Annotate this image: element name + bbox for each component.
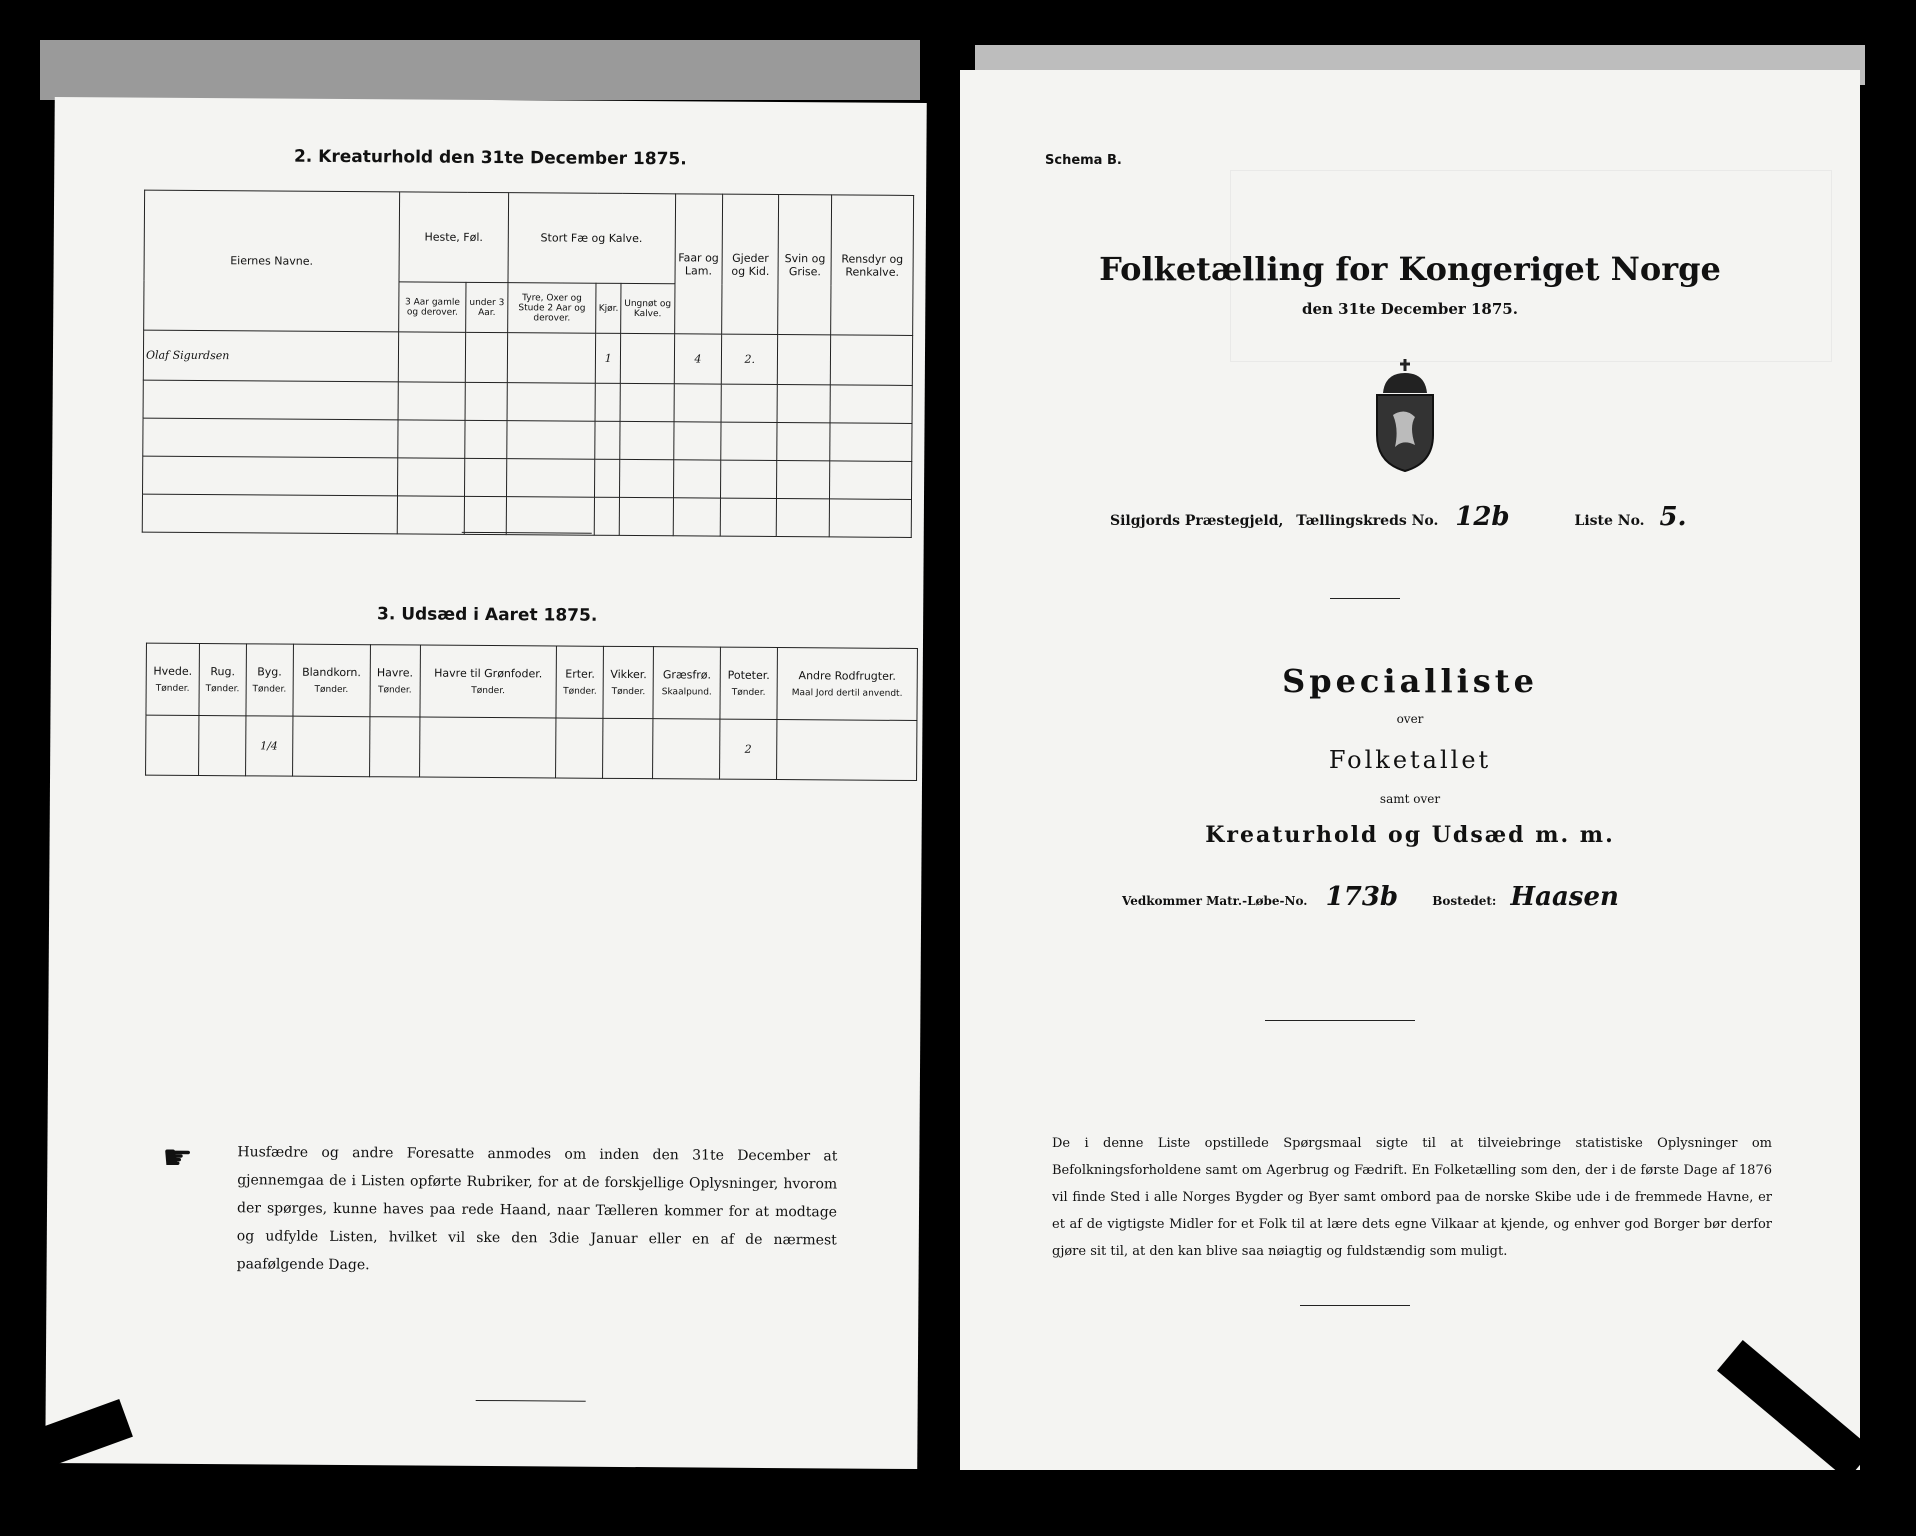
- sowing-col-unit: Maal Jord dertil anvendt.: [791, 688, 903, 699]
- list-label: Liste No.: [1574, 513, 1645, 529]
- table-row: [146, 715, 917, 780]
- sowing-col-unit: Tønder.: [563, 686, 597, 697]
- sowing-col-header: [420, 645, 557, 718]
- sowing-col-label: Havre til Grønfoder.: [434, 666, 543, 681]
- sowing-col-header: [720, 647, 778, 719]
- sowing-value: [369, 717, 419, 777]
- table-row: [143, 330, 912, 385]
- left-page: [45, 97, 927, 1469]
- sowing-col-header: [603, 646, 654, 718]
- sowing-col-header: [777, 648, 917, 721]
- district-number: 12b: [1455, 502, 1510, 532]
- sowing-value: 1/4: [245, 716, 292, 776]
- section2-title: 2. Kreaturhold den 31te December 1875.: [293, 146, 687, 170]
- bosted-label: Bostedet:: [1432, 894, 1497, 908]
- sowing-col-header: [293, 644, 371, 717]
- col-reindeer: Rensdyr og Renkalve.: [831, 195, 914, 336]
- sowing-col-unit: Tønder.: [731, 687, 766, 698]
- livestock-table: [142, 190, 914, 538]
- main-title: Folketælling for Kongeriget Norge: [1099, 250, 1721, 288]
- col-pigs: Svin og Grise.: [778, 195, 832, 335]
- district-line: [1110, 502, 1810, 532]
- sowing-value: [556, 718, 603, 778]
- value-horses-young: [466, 332, 508, 382]
- sowing-col-unit: Tønder.: [205, 684, 240, 695]
- sowing-col-header: [370, 645, 420, 717]
- info-paragraph: De i denne Liste opstillede Spørgsmaal sigte til at tilveiebringe statistiske Oplysninger om Befolkningsforholdene samt om Agerbrug og Fædrift. En Folketælling som den, der i de første Dage af 1876 vil finde Sted i alle Norges Bygder og Byer samt ombord paa de norske Skibe ude i de fremmede Havne, er et af de vigtigste Midler for et Folk til at lære dets egne Vilkaar at kjende, og enhver god Borger bør derfor gjøre sit til, at den kan blive saa nøiagtig og fuldstændig som muligt.: [1052, 1136, 1772, 1259]
- sowing-col-header: [146, 643, 199, 715]
- col-sheep: Faar og Lam.: [674, 194, 723, 334]
- sowing-col-label: Havre.: [376, 666, 414, 680]
- schema-label: Schema B.: [1045, 153, 1122, 168]
- list-number: 5.: [1659, 502, 1687, 532]
- sowing-col-header: [246, 644, 293, 716]
- pointing-hand-icon: ☛: [162, 1137, 193, 1178]
- col-bulls: Tyre, Oxer og Stude 2 Aar og derover.: [507, 283, 596, 334]
- section3-title: 3. Udsæd i Aaret 1875.: [376, 604, 598, 626]
- sowing-value: [146, 715, 199, 775]
- right-page: [960, 70, 1860, 1470]
- sowing-col-label: Erter.: [565, 667, 595, 681]
- district-label: Tællingskreds No.: [1296, 513, 1439, 529]
- bosted-value: Haasen: [1510, 882, 1619, 912]
- sowing-col-unit: Tønder.: [155, 683, 190, 694]
- notice-text: Husfædre og andre Foresatte anmodes om inden den 31te December at gjennemgaa de i Listen opførte Rubriker, for at de forskjellige Oplysninger, hvorom der spørges, kunne haves paa rede Haand, naar Tælleren kommer for at modtage og udfylde Listen, hvilket vil ske den 3die Januar eller en af de nærmest paafølgende Dage.: [236, 1144, 838, 1274]
- parish-label: Silgjords Præstegjeld,: [1110, 513, 1284, 529]
- value-young-cattle: [620, 333, 674, 383]
- col-young-cattle: Ungnøt og Kalve.: [621, 283, 675, 333]
- sowing-col-unit: Skaalpund.: [661, 687, 712, 698]
- value-bulls: [507, 333, 596, 384]
- sowing-value: [199, 715, 246, 775]
- sowing-col-unit: Tønder.: [611, 686, 646, 698]
- col-horses: Heste, Føl.: [399, 192, 508, 283]
- table-row: [143, 380, 912, 423]
- sowing-value: 2: [719, 719, 776, 779]
- folketallet-label: Folketallet: [1328, 746, 1492, 774]
- col-horses-old: 3 Aar gamle og derover.: [399, 282, 467, 332]
- footer-rule: [1300, 1305, 1410, 1306]
- sowing-value: [419, 717, 556, 778]
- col-horses-young: under 3 Aar.: [466, 282, 508, 332]
- sowing-col-label: Andre Rodfrugter.: [798, 669, 896, 683]
- over-label: over: [1396, 712, 1424, 726]
- divider-rule: [1265, 1020, 1415, 1021]
- table-row: [143, 456, 912, 499]
- value-pigs: [778, 335, 831, 385]
- specialliste-title: Specialliste: [1282, 662, 1538, 700]
- sowing-col-header: [653, 647, 720, 719]
- divider-rule: [1330, 598, 1400, 599]
- sowing-col-unit: Tønder.: [314, 684, 349, 696]
- norway-coat-of-arms-icon: [1365, 355, 1445, 475]
- subtitle: den 31te December 1875.: [1302, 300, 1518, 318]
- sowing-col-label: Hvede.: [153, 664, 193, 678]
- sowing-col-label: Blandkorn.: [302, 665, 361, 680]
- samt-over-label: samt over: [1379, 792, 1441, 806]
- sowing-col-label: Byg.: [257, 665, 282, 679]
- value-goats: 2.: [721, 334, 778, 384]
- col-cows: Kjør.: [596, 283, 621, 333]
- sowing-table: [145, 643, 918, 781]
- sowing-col-header: [199, 643, 246, 715]
- col-cattle: Stort Fæ og Kalve.: [508, 193, 675, 284]
- matr-label: Vedkommer Matr.-Løbe-No.: [1122, 894, 1308, 908]
- value-reindeer: [830, 335, 912, 386]
- owner-name: Olaf Sigurdsen: [143, 330, 398, 382]
- sowing-value: [653, 719, 720, 779]
- sowing-col-label: Vikker.: [610, 667, 647, 682]
- value-cows: 1: [596, 333, 621, 383]
- col-goats: Gjeder og Kid.: [722, 194, 779, 334]
- sowing-value: [292, 716, 370, 777]
- sowing-col-label: Rug.: [210, 665, 236, 679]
- underlying-page-left: [40, 40, 920, 100]
- value-horses-old: [398, 332, 466, 382]
- sowing-value: [777, 720, 917, 781]
- table-row: [142, 494, 911, 537]
- footer-rule: [476, 1400, 586, 1402]
- sowing-col-unit: Tønder.: [252, 684, 287, 695]
- kreaturhold-label: Kreaturhold og Udsæd m. m.: [1205, 822, 1615, 848]
- sowing-col-header: [556, 646, 603, 718]
- matr-number: 173b: [1325, 882, 1399, 912]
- col-owner: Eiernes Navne.: [144, 190, 400, 332]
- sowing-col-label: Græsfrø.: [662, 668, 712, 682]
- matrikkel-line: [1122, 882, 1822, 912]
- sowing-col-unit: Tønder.: [471, 685, 506, 697]
- sowing-value: [603, 718, 654, 778]
- sowing-col-unit: Tønder.: [377, 685, 412, 696]
- table-row: [143, 418, 912, 461]
- sowing-col-label: Poteter.: [727, 668, 770, 682]
- value-sheep: 4: [674, 334, 722, 384]
